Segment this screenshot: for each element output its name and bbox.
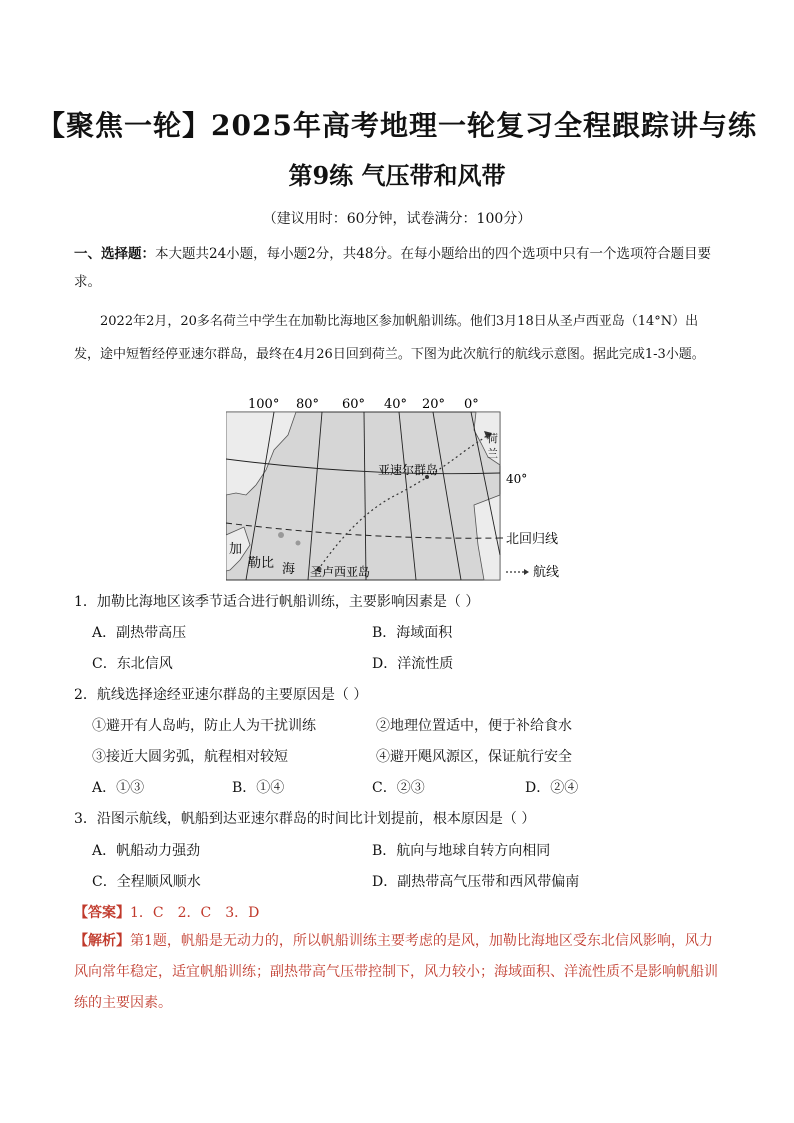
q2-statement-3: ③接近大圆劣弧，航程相对较短: [92, 749, 288, 765]
q3-option-a[interactable]: A．帆船动力强劲: [92, 843, 201, 859]
caribbean-label-3: 海: [282, 562, 296, 577]
q2-statement-4: ④避开飓风源区，保证航行安全: [376, 749, 572, 765]
q3-option-d[interactable]: D．副热带高气压带和西风带偏南: [372, 874, 580, 890]
tropic-label: 北回归线: [506, 532, 559, 547]
caribbean-island: [278, 532, 284, 538]
lon-label-100: 100°: [248, 397, 280, 412]
q1-option-c[interactable]: C．东北信风: [92, 656, 173, 672]
q2-option-d[interactable]: D．②④: [525, 780, 579, 796]
time-score-note: （建议用时：60分钟，试卷满分：100分）: [262, 211, 532, 227]
q2-option-c[interactable]: C．②③: [372, 780, 425, 796]
st-lucia-label: 圣卢西亚岛: [310, 565, 371, 579]
q1-option-b[interactable]: B．海域面积: [372, 625, 453, 641]
route-map: [226, 395, 576, 585]
question-2-stem: 2．航线选择途经亚速尔群岛的主要原因是（ ）: [74, 687, 368, 703]
q2-statement-2: ②地理位置适中，便于补给食水: [376, 718, 572, 734]
q3-option-b[interactable]: B．航向与地球自转方向相同: [372, 843, 551, 859]
document-title: 【聚焦一轮】2025年高考地理一轮复习全程跟踪讲与练: [37, 109, 757, 142]
legend-route-label: 航线: [533, 565, 560, 580]
lon-label-60: 60°: [342, 397, 366, 412]
q1-option-a[interactable]: A．副热带高压: [92, 625, 187, 641]
lat-label-40: 40°: [506, 472, 528, 486]
lon-label-80: 80°: [296, 397, 320, 412]
analysis-block: [74, 926, 724, 1019]
azores-label: 亚速尔群岛: [378, 463, 439, 477]
question-1-stem: 1．加勒比海地区该季节适合进行帆船训练，主要影响因素是（ ）: [74, 594, 480, 610]
section-instruction: [74, 240, 724, 296]
lon-label-20: 20°: [422, 397, 446, 412]
lon-label-0: 0°: [464, 397, 479, 412]
route-map-figure: [226, 395, 576, 585]
answer-tag: 【答案】: [74, 905, 130, 921]
caribbean-label-1: 加: [229, 542, 243, 557]
legend-route-arrow: [524, 569, 529, 575]
exercise-title: 第9练 气压带和风带: [288, 161, 506, 190]
netherlands-label-2: 兰: [487, 447, 498, 460]
caribbean-island: [296, 541, 301, 546]
material-text: 2022年2月，20多名荷兰中学生在加勒比海地区参加帆船训练。他们3月18日从圣卢西亚岛（14°N）出发，途中短暂经停亚速尔群岛，最终在4月26日回到荷兰。下图为此次航行的航线示意图。据此完成1-3小题。: [74, 314, 705, 362]
lon-label-40: 40°: [384, 397, 408, 412]
netherlands-label-1: 荷: [487, 432, 498, 445]
q1-option-d[interactable]: D．洋流性质: [372, 656, 454, 672]
question-3-stem: 3．沿图示航线，帆船到达亚速尔群岛的时间比计划提前，根本原因是（ ）: [74, 811, 536, 827]
section-heading: 一、选择题：: [74, 246, 155, 262]
q3-option-c[interactable]: C．全程顺风顺水: [92, 874, 201, 890]
answer-line: [74, 902, 259, 922]
section-instruction-text: 本大题共24小题，每小题2分，共48分。在每小题给出的四个选项中只有一个选项符合题目要求。: [74, 246, 711, 290]
caribbean-label-2: 勒比: [248, 556, 275, 571]
q2-option-b[interactable]: B．①④: [232, 780, 285, 796]
q2-option-a[interactable]: A．①③: [92, 780, 145, 796]
analysis-tag: 【解析】: [74, 933, 130, 949]
q2-statement-1: ①避开有人岛屿，防止人为干扰训练: [92, 718, 316, 734]
analysis-text: 第1题，帆船是无动力的，所以帆船训练主要考虑的是风，加勒比海地区受东北信风影响，风力风向常年稳定，适宜帆船训练；副热带高气压带控制下，风力较小；海域面积、洋流性质不是影响帆船训练的主要因素。: [74, 933, 718, 1011]
answer-text: 1．C 2．C 3．D: [130, 905, 260, 921]
